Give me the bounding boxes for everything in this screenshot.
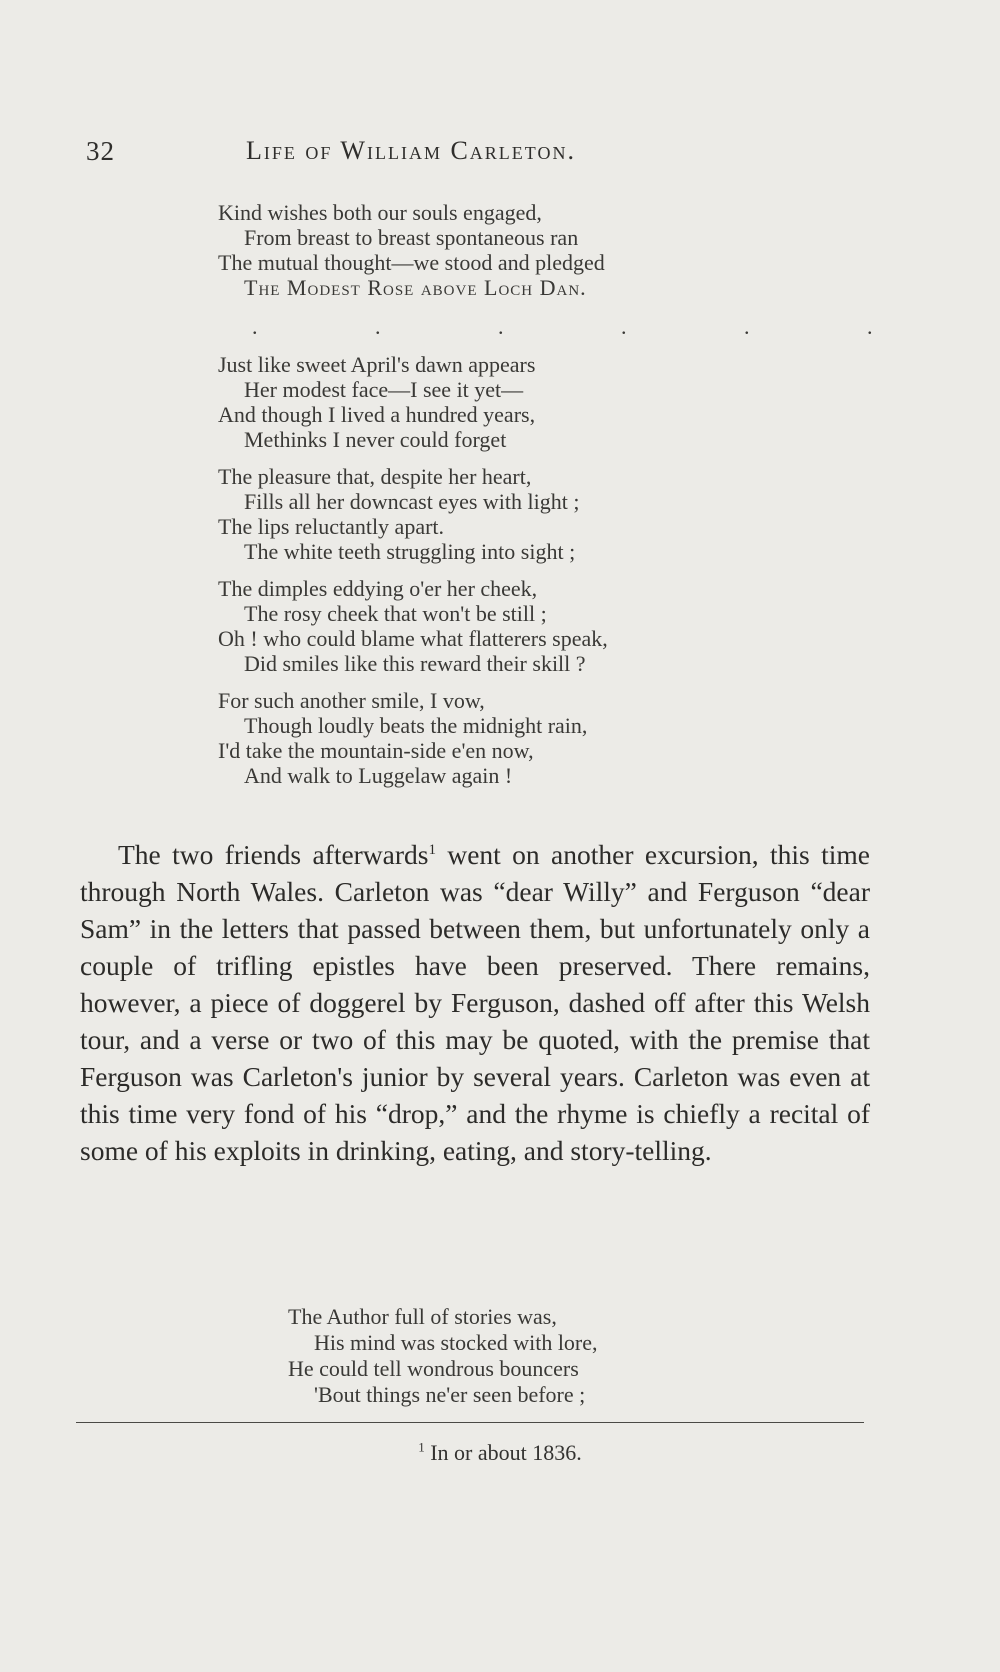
stanza-2 bbox=[218, 352, 929, 452]
verse-line: From breast to breast spontaneous ran bbox=[244, 225, 579, 250]
verse-line: His mind was stocked with lore, bbox=[314, 1330, 598, 1355]
verse-line: I'd take the mountain-side e'en now, bbox=[218, 738, 534, 763]
footnote-text: In or about 1836. bbox=[424, 1440, 582, 1465]
ellipsis-dots: . . . . . . bbox=[252, 314, 929, 339]
poem-bottom bbox=[288, 1304, 598, 1408]
stanza-3 bbox=[218, 464, 929, 564]
verse-line: Oh ! who could blame what flatterers speak, bbox=[218, 626, 608, 651]
verse-line: Did smiles like this reward their skill ? bbox=[244, 651, 586, 676]
body-paragraph bbox=[80, 836, 870, 1169]
footnote-rule bbox=[76, 1422, 864, 1423]
verse-line: The lips reluctantly apart. bbox=[218, 514, 445, 539]
verse-line: And though I lived a hundred years, bbox=[218, 402, 536, 427]
paragraph-text-start: The two friends afterwards bbox=[118, 839, 429, 870]
stanza-5 bbox=[218, 688, 929, 788]
verse-line: The rosy cheek that won't be still ; bbox=[244, 601, 547, 626]
stanza-1 bbox=[218, 200, 929, 300]
verse-line: Though loudly beats the midnight rain, bbox=[244, 713, 588, 738]
footnote-mark: 1 bbox=[418, 1439, 425, 1455]
verse-line: The Author full of stories was, bbox=[288, 1304, 557, 1329]
verse-line: 'Bout things ne'er seen before ; bbox=[314, 1382, 586, 1407]
stanza-4 bbox=[218, 576, 929, 676]
page-header bbox=[86, 136, 886, 176]
verse-line-poem-title: The Modest Rose above Loch Dan. bbox=[244, 275, 587, 300]
verse-line: And walk to Luggelaw again ! bbox=[244, 763, 513, 788]
verse-line: He could tell wondrous bouncers bbox=[288, 1356, 579, 1381]
verse-line: Methinks I never could forget bbox=[244, 427, 507, 452]
verse-line: Fills all her downcast eyes with light ; bbox=[244, 489, 580, 514]
paragraph bbox=[80, 836, 870, 1169]
verse-line: Her modest face—I see it yet— bbox=[244, 377, 524, 402]
paragraph-text-rest: went on another excursion, this time through North Wales. Carleton was “dear Willy” and Ferguson “dear Sam” in the letters that passed between them, but unfortunately only a couple of trifling epistles have been preserved. There remains, however, a piece of doggerel by Ferguson, dashed off after this Welsh tour, and a verse or two of this may be quoted, with the premise that Ferguson was Carleton's junior by several years. Carleton was even at this time very fond of his “drop,” and the rhyme is chiefly a recital of some of his exploits in drinking, eating, and story-telling. bbox=[80, 839, 870, 1166]
footnote-reference[interactable]: 1 bbox=[428, 841, 436, 858]
verse-line: Kind wishes both our souls engaged, bbox=[218, 200, 542, 225]
verse-line: The mutual thought—we stood and pledged bbox=[218, 250, 605, 275]
verse-line: The white teeth struggling into sight ; bbox=[244, 539, 576, 564]
running-head: Life of William Carleton. bbox=[246, 136, 576, 165]
verse-line: The pleasure that, despite her heart, bbox=[218, 464, 532, 489]
verse-line: For such another smile, I vow, bbox=[218, 688, 485, 713]
verse-line: Just like sweet April's dawn appears bbox=[218, 352, 536, 377]
poem-top bbox=[218, 200, 929, 800]
page-number: 32 bbox=[86, 136, 115, 166]
verse-line: The dimples eddying o'er her cheek, bbox=[218, 576, 538, 601]
footnote bbox=[0, 1440, 1000, 1466]
